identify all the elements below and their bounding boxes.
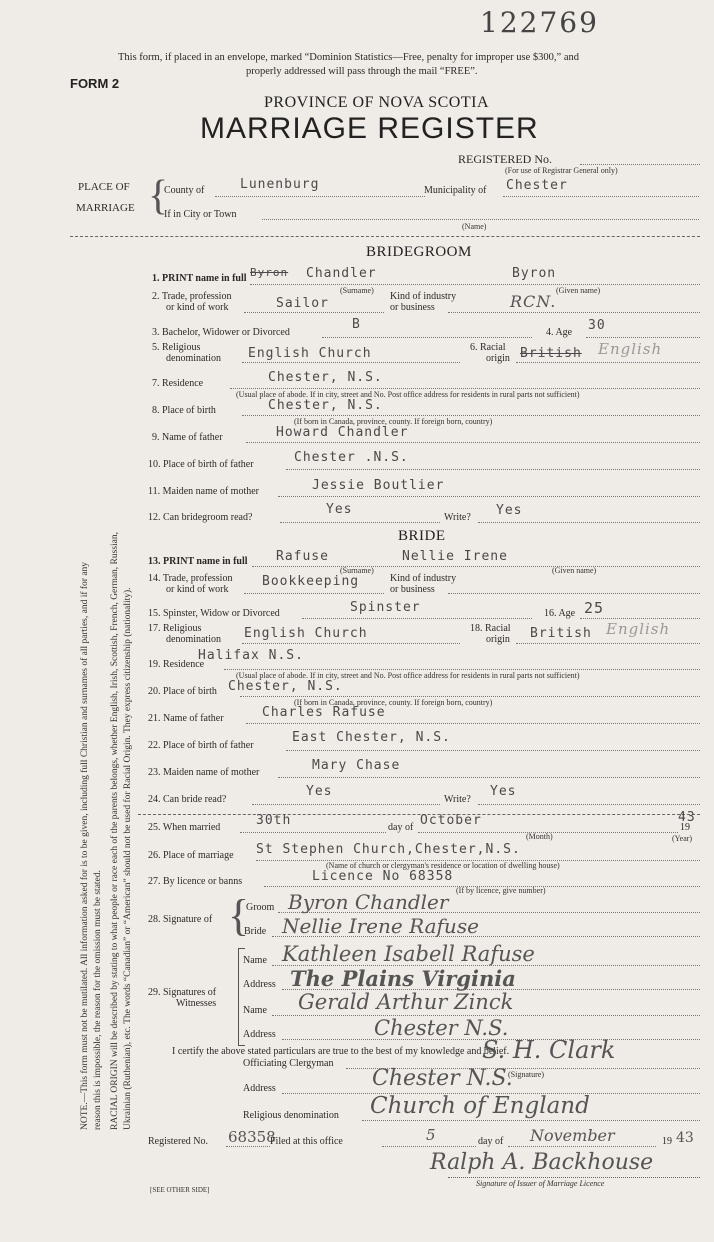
marriage-day: 30th <box>256 813 292 828</box>
groom-surname: Chandler <box>306 266 377 281</box>
f12-label: 12. Can bridegroom read? <box>148 512 253 523</box>
groom-origin-struck: British <box>520 346 582 361</box>
registered-line <box>226 1146 270 1147</box>
f13-line <box>252 566 700 567</box>
bride-industry-line <box>448 593 700 594</box>
f27-label: 27. By licence or banns <box>148 876 243 887</box>
bride-trade: Bookkeeping <box>262 574 360 589</box>
f3-line <box>322 337 532 338</box>
bride-surname: Rafuse <box>276 549 329 564</box>
filed-day: 5 <box>426 1126 436 1144</box>
f1-label: 1. PRINT name in full <box>152 273 247 284</box>
groom-father: Howard Chandler <box>276 425 409 440</box>
f21-label: 21. Name of father <box>148 713 224 724</box>
side-note-line-1: NOTE.—This form must not be mutilated. All information asked for is to be given, including full Christian and surnames of all parties, and if for any <box>80 561 90 1130</box>
f23-line <box>278 777 700 778</box>
province-heading: PROVINCE OF NOVA SCOTIA <box>264 94 490 111</box>
f25-label: 25. When married <box>148 822 221 833</box>
city-label: If in City or Town <box>164 209 237 220</box>
groom-given-note: (Given name) <box>556 286 601 295</box>
bride-birthplace: Chester, N.S. <box>228 679 343 694</box>
filed-label: Filed at this office <box>270 1136 343 1147</box>
municipality-label: Municipality of <box>424 185 487 196</box>
bride-father: Charles Rafuse <box>262 705 386 720</box>
name-note: (Name) <box>462 222 487 231</box>
clergy-denomination: Church of England <box>370 1093 590 1119</box>
f9-label: 9. Name of father <box>152 432 223 443</box>
f17-label-b: denomination <box>166 634 221 645</box>
f24-label: 24. Can bride read? <box>148 794 227 805</box>
municipality-line <box>503 196 699 197</box>
issuer-signature: Ralph A. Backhouse <box>430 1150 654 1175</box>
f11-label: 11. Maiden name of mother <box>148 486 259 497</box>
f9-line <box>246 442 700 443</box>
f17-line <box>242 643 460 644</box>
form-label: FORM 2 <box>70 76 120 91</box>
place-brace: { <box>148 173 169 219</box>
bride-industry-label-a: Kind of industry <box>390 573 457 584</box>
f2-label-a: 2. Trade, profession <box>152 291 232 302</box>
marriage-place: St Stephen Church,Chester,N.S. <box>256 842 521 857</box>
bride-birth-note: (If born in Canada, province, county. If foreign born, country) <box>294 698 493 707</box>
groom-residence: Chester, N.S. <box>268 370 383 385</box>
f6-label-b: origin <box>486 353 510 364</box>
bride-write-line <box>478 804 700 805</box>
f15-label: 15. Spinster, Widow or Divorced <box>148 608 280 619</box>
bride-surname-note: (Surname) <box>340 566 374 575</box>
bride-residence: Halifax N.S. <box>198 648 304 663</box>
clergyman-label: Officiating Clergyman <box>243 1058 334 1069</box>
f28-label: 28. Signature of <box>148 914 213 925</box>
groom-signature: Byron Chandler <box>288 890 449 914</box>
marriage-year: 43 <box>678 810 696 825</box>
marriage-day-label: day of <box>388 822 414 833</box>
f12-line <box>280 522 440 523</box>
groom-mother: Jessie Boutlier <box>312 478 445 493</box>
f11-line <box>278 496 700 497</box>
f5-line <box>242 362 460 363</box>
f24-line <box>252 804 440 805</box>
signature-brace: { <box>228 891 250 940</box>
f23-label: 23. Maiden name of mother <box>148 767 260 778</box>
side-note-line-4: Ukrainian (Ruthenian), etc. The words “Canadian” or “American” should not be used for Racial Origin. They express citizenship (nationality). <box>123 587 133 1130</box>
f7-label: 7. Residence <box>152 378 204 389</box>
f25-day-line <box>240 832 386 833</box>
groom-birth-note: (If born in Canada, province, county. If foreign born, country) <box>294 417 493 426</box>
bride-sig-label: Bride <box>244 926 267 937</box>
postal-notice-line-1: This form, if placed in an envelope, marked “Dominion Statistics—Free, penalty for improper use $300,” and <box>118 52 580 63</box>
groom-write-label: Write? <box>444 512 471 523</box>
filed-month-line <box>508 1146 656 1147</box>
bride-mother: Mary Chase <box>312 758 401 773</box>
bride-origin-hand: English <box>606 620 671 638</box>
f2-label-b: or kind of work <box>166 302 229 313</box>
bride-given: Nellie Irene <box>402 549 508 564</box>
groom-residence-note: (Usual place of abode. If in city, street and No. Post office address for residents in rural parts not sufficient) <box>236 390 580 399</box>
groom-trade: Sailor <box>276 296 329 311</box>
f21-line <box>246 723 700 724</box>
f20-label: 20. Place of birth <box>148 686 217 697</box>
bride-industry-label-b: or business <box>390 584 435 595</box>
bride-read: Yes <box>306 784 333 799</box>
groom-given: Byron <box>512 266 557 281</box>
f17-label-a: 17. Religious <box>148 623 202 634</box>
denomination-line <box>362 1120 700 1121</box>
signature-note: (Signature) <box>508 1070 544 1079</box>
marriage-licence-note: (If by licence, give number) <box>456 886 546 895</box>
county-value: Lunenburg <box>240 177 320 192</box>
groom-surname-note: (Surname) <box>340 286 374 295</box>
f8-label: 8. Place of birth <box>152 405 216 416</box>
f5-label-a: 5. Religious <box>152 342 201 353</box>
f6-line <box>516 362 700 363</box>
f10-line <box>286 469 700 470</box>
f4-line <box>586 337 700 338</box>
side-note-line-2: reason this is impossible, the reason for the omission must be stated. <box>93 870 103 1130</box>
f29-label-b: Witnesses <box>176 998 217 1009</box>
bride-given-note: (Given name) <box>552 566 597 575</box>
f6-label-a: 6. Racial <box>470 342 506 353</box>
f14-line <box>244 593 384 594</box>
groom-surname-struck: Byron <box>250 266 289 279</box>
f1-line <box>250 284 700 285</box>
registered-no-line <box>580 164 700 165</box>
issuer-note: Signature of Issuer of Marriage Licence <box>476 1179 605 1188</box>
groom-write-line <box>478 522 700 523</box>
clergyman-signature: S. H. Clark <box>482 1036 616 1064</box>
f15-line <box>302 618 532 619</box>
clergy-address: Chester N.S. <box>372 1066 513 1091</box>
marriage-licence: Licence No 68358 <box>312 869 454 884</box>
side-note-line-3: RACIAL ORIGIN will be described by stating to what people or race each of the parents belongs, whether English, Irish, Scottish, French, German, Russian, <box>110 531 120 1130</box>
filed-year-prefix: 19 <box>662 1136 672 1147</box>
bridegroom-heading: BRIDEGROOM <box>366 244 472 260</box>
bride-signature: Nellie Irene Rafuse <box>282 914 479 938</box>
groom-write: Yes <box>496 503 523 518</box>
w1-address-label: Address <box>243 979 276 990</box>
registered-number: 68358 <box>228 1128 276 1146</box>
f16-line <box>580 618 700 619</box>
witness-1-address: The Plains Virginia <box>290 966 516 991</box>
f14-label-b: or kind of work <box>166 584 229 595</box>
f8-line <box>242 415 700 416</box>
groom-religion: English Church <box>248 346 372 361</box>
marriage-month-note: (Month) <box>526 832 553 841</box>
city-line <box>262 219 699 220</box>
groom-industry-label-a: Kind of industry <box>390 291 457 302</box>
f16-label: 16. Age <box>544 608 576 619</box>
bride-father-birth: East Chester, N.S. <box>292 730 451 745</box>
marriage-month: October <box>420 813 482 828</box>
w2-name-label: Name <box>243 1005 267 1016</box>
f18-line <box>516 643 700 644</box>
bride-write-label: Write? <box>444 794 471 805</box>
marriage-divider <box>138 814 700 815</box>
place-label-1: PLACE OF <box>78 181 130 193</box>
f20-line <box>240 696 700 697</box>
registered-label: Registered No. <box>148 1136 208 1147</box>
bride-origin: British <box>530 626 592 641</box>
marriage-place-note: (Name of church or clergyman's residence or location of dwelling house) <box>326 861 560 870</box>
county-line <box>215 196 425 197</box>
marriage-year-note: (Year) <box>672 834 693 843</box>
groom-age: 30 <box>588 318 606 333</box>
registered-no-label: REGISTERED No. <box>458 152 552 166</box>
witness-1-name: Kathleen Isabell Rafuse <box>282 942 535 966</box>
witness-2-address: Chester N.S. <box>374 1016 509 1040</box>
groom-read: Yes <box>326 502 353 517</box>
register-number: 122769 <box>480 6 599 39</box>
groom-birthplace: Chester, N.S. <box>268 398 383 413</box>
section-divider <box>70 236 700 237</box>
w2-address-label: Address <box>243 1029 276 1040</box>
groom-father-birth: Chester .N.S. <box>294 450 409 465</box>
bride-religion: English Church <box>244 626 368 641</box>
f29-label-a: 29. Signatures of <box>148 987 217 998</box>
place-label-2: MARRIAGE <box>76 202 135 214</box>
postal-notice-line-2: properly addressed will pass through the mail “FREE”. <box>246 66 478 77</box>
marriage-year-prefix: 19 <box>680 822 690 833</box>
groom-industry-line <box>448 312 700 313</box>
registrar-note: (For use of Registrar General only) <box>505 166 618 175</box>
bride-residence-note: (Usual place of abode. If in city, street and No. Post office address for residents in rural parts not sufficient) <box>236 671 580 680</box>
page-title: MARRIAGE REGISTER <box>200 112 539 145</box>
filed-year: 43 <box>676 1130 694 1146</box>
filed-line <box>382 1146 476 1147</box>
f18-label-a: 18. Racial <box>470 623 511 634</box>
bride-age: 25 <box>584 599 605 617</box>
bride-heading: BRIDE <box>398 528 446 544</box>
groom-sig-label: Groom <box>246 902 275 913</box>
f19-line <box>224 669 700 670</box>
groom-status: B <box>352 317 361 332</box>
bride-write: Yes <box>490 784 517 799</box>
f4-label: 4. Age <box>546 327 573 338</box>
f26-label: 26. Place of marriage <box>148 850 234 861</box>
clergy-address-label: Address <box>243 1083 276 1094</box>
f10-label: 10. Place of birth of father <box>148 459 254 470</box>
f22-label: 22. Place of birth of father <box>148 740 254 751</box>
denomination-label: Religious denomination <box>243 1110 339 1121</box>
f5-label-b: denomination <box>166 353 221 364</box>
groom-industry: RCN. <box>510 292 557 311</box>
f2-line <box>244 312 384 313</box>
f7-line <box>230 388 700 389</box>
filed-month: November <box>530 1126 615 1145</box>
f3-label: 3. Bachelor, Widower or Divorced <box>152 327 290 338</box>
f13-label: 13. PRINT name in full <box>148 556 248 567</box>
w1-name-label: Name <box>243 955 267 966</box>
bride-status: Spinster <box>350 600 421 615</box>
municipality-value: Chester <box>506 178 568 193</box>
issuer-line <box>448 1177 700 1178</box>
witness-2-name: Gerald Arthur Zinck <box>298 990 514 1014</box>
county-label: County of <box>164 185 205 196</box>
certification-text: I certify the above stated particulars are true to the best of my knowledge and belief. <box>172 1046 510 1057</box>
groom-industry-label-b: or business <box>390 302 435 313</box>
f22-line <box>286 750 700 751</box>
filed-day-label: day of <box>478 1136 504 1147</box>
f19-label: 19. Residence <box>148 659 205 670</box>
see-other-side: [SEE OTHER SIDE] <box>150 1186 210 1194</box>
f14-label-a: 14. Trade, profession <box>148 573 233 584</box>
f18-label-b: origin <box>486 634 510 645</box>
groom-origin-hand: English <box>598 340 663 358</box>
